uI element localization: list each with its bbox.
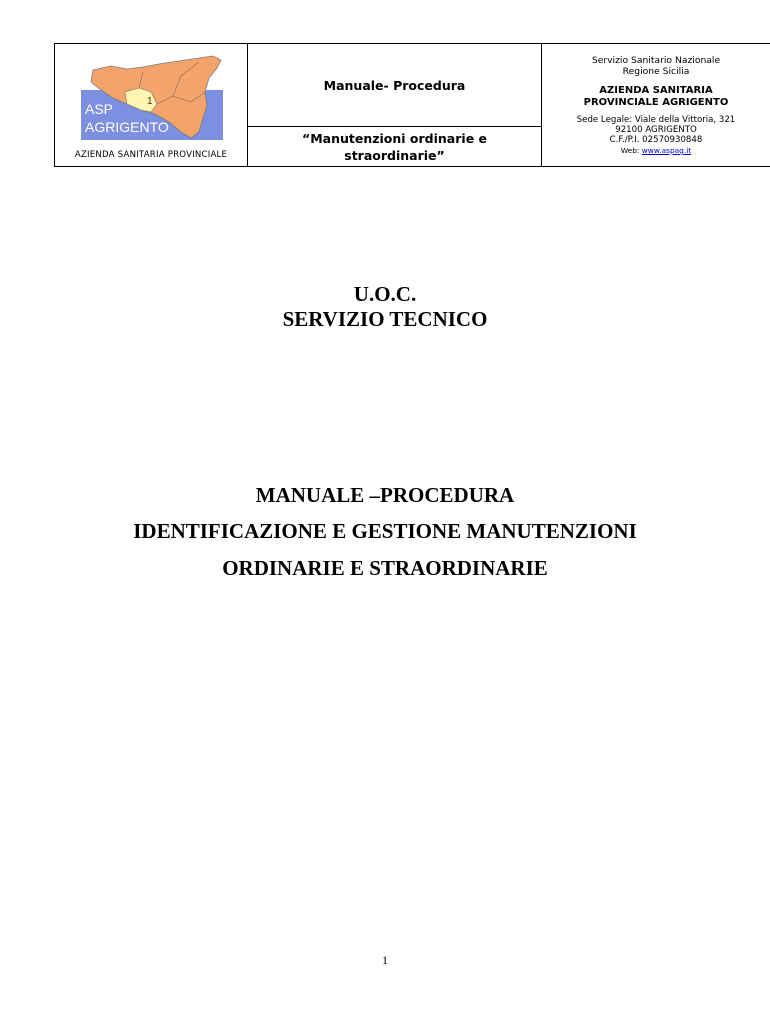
web-link[interactable]: www.aspag.it [641,146,692,155]
org-info-cell [542,44,770,166]
doc-subject: “Manutenzioni ordinarie e straordinarie” [302,130,487,163]
doc-info-cell [248,44,542,166]
org-line1: Servizio Sanitario Nazionale [591,55,721,66]
asp-agrigento-logo [81,52,231,152]
org-name1: AZIENDA SANITARIA [599,85,713,96]
web-label: Web: [620,146,642,155]
logo-caption: AZIENDA SANITARIA PROVINCIALE [74,150,228,160]
org-web [542,145,770,156]
logo-cell [55,44,248,166]
manual-title-line3: ORDINARIE E STRAORDINARIE [222,556,548,580]
unit-title: U.O.C. [353,282,417,306]
page-number: 1 [382,953,388,967]
org-name2: PROVINCIALE AGRIGENTO [583,97,729,108]
logo-line1: ASP [85,101,114,117]
manual-title-line1: MANUALE –PROCEDURA [255,483,515,507]
org-line2: Regione Sicilia [622,66,690,77]
unit-subtitle: SERVIZIO TECNICO [282,307,488,331]
org-tax: C.F./P.I. 02570930848 [609,135,703,145]
header-table [54,43,770,167]
doc-type: Manuale- Procedura [248,44,541,127]
org-address2: 92100 AGRIGENTO [615,125,697,135]
logo-line2: AGRIGENTO [85,119,169,135]
manual-title-line2: IDENTIFICAZIONE E GESTIONE MANUTENZIONI [133,519,637,543]
org-address1: Sede Legale: Viale della Vittoria, 321 [576,115,736,125]
map-label: 1 [147,96,153,107]
